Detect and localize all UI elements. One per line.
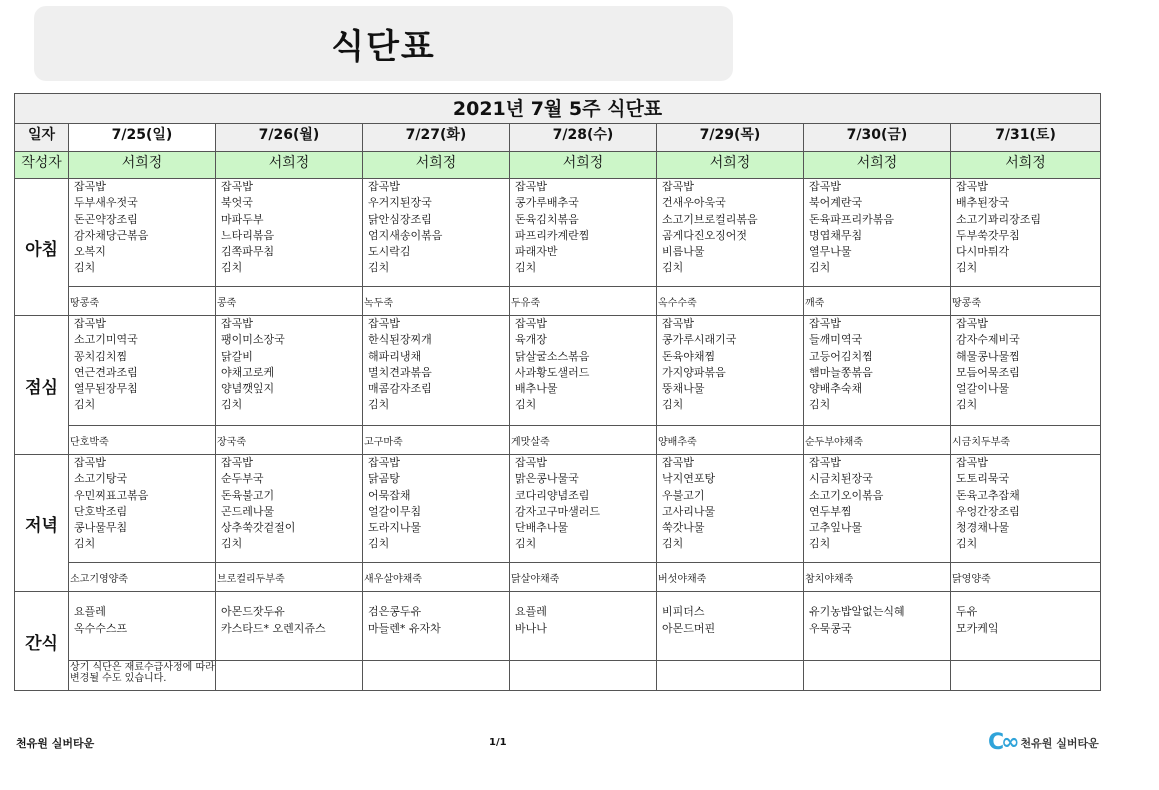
menu-item: 김치 — [809, 537, 831, 551]
menu-item: 돈육고추잡채 — [956, 488, 1020, 502]
menu-item: 김치 — [221, 537, 243, 551]
menu-item: 엄지새송이볶음 — [368, 228, 443, 242]
note-cell-0: 상기 식단은 재료수급사정에 따라 변경될 수도 있습니다. — [69, 661, 216, 691]
menu-item: 콩가루시래기국 — [662, 333, 737, 347]
menu-item: 도라지나물 — [368, 521, 422, 535]
menu-item: 돈육야채찜 — [662, 349, 716, 363]
menu-item: 배추나물 — [515, 382, 558, 396]
menu-item: 팽이미소장국 — [221, 333, 285, 347]
menu-item: 코다리양념조림 — [515, 488, 590, 502]
lunch-porridge-1: 장국죽 — [216, 426, 363, 455]
menu-item: 김치 — [368, 537, 390, 551]
dinner-porridge-1: 브로컬리두부죽 — [216, 563, 363, 592]
breakfast-cell-0 — [69, 179, 216, 287]
menu-item: 잡곡밥 — [809, 180, 841, 193]
snack-cell-1 — [216, 592, 363, 661]
dinner-label: 저녁 — [15, 455, 69, 592]
menu-item: 감자채당근볶음 — [74, 228, 149, 242]
menu-item: 소고기미역국 — [74, 333, 138, 347]
menu-item: 잡곡밥 — [809, 456, 841, 469]
menu-item: 뚱채나물 — [662, 382, 705, 396]
note-cell-1 — [216, 661, 363, 691]
menu-item: 파래자반 — [515, 245, 558, 259]
menu-item: 김치 — [368, 261, 390, 275]
menu-item: 소고기오이볶음 — [809, 488, 884, 502]
menu-item: 잡곡밥 — [368, 456, 400, 469]
menu-item: 우불고기 — [662, 488, 705, 502]
menu-item: 김치 — [662, 398, 684, 412]
menu-item: 양배추숙채 — [809, 382, 863, 396]
menu-item: 돈육파프리카볶음 — [809, 212, 895, 226]
menu-item: 시금치된장국 — [809, 472, 873, 486]
page-title-box — [34, 6, 733, 81]
lunch-porridge-6: 시금치두부죽 — [951, 426, 1101, 455]
dinner-cell-3 — [510, 455, 657, 563]
menu-item: 돈육불고기 — [221, 488, 275, 502]
snack-item: 모카케잌 — [956, 621, 999, 635]
menu-item: 야채고로케 — [221, 365, 275, 379]
menu-item: 소고기탕국 — [74, 472, 128, 486]
menu-item: 건새우아욱국 — [662, 196, 726, 210]
author-cell-4: 서희정 — [657, 152, 804, 179]
menu-item: 느타리볶음 — [221, 228, 275, 242]
menu-item: 잡곡밥 — [662, 317, 694, 330]
menu-item: 얼갈이나물 — [956, 382, 1010, 396]
breakfast-cell-1 — [216, 179, 363, 287]
snack-cell-6 — [951, 592, 1101, 661]
snack-item: 요플레 — [515, 605, 547, 618]
footer-org-name: 천유원 실버타운 — [16, 737, 95, 750]
menu-item: 열무된장무침 — [74, 382, 138, 396]
menu-item: 매콤감자조림 — [368, 382, 432, 396]
menu-item: 북어계란국 — [809, 196, 863, 210]
date-header-1: 7/26(월) — [216, 124, 363, 152]
menu-item: 육개장 — [515, 333, 547, 347]
snack-item: 카스타드* 오렌지쥬스 — [221, 621, 326, 635]
menu-item: 명엽채무침 — [809, 228, 863, 242]
breakfast-porridge-2: 녹두죽 — [363, 287, 510, 316]
breakfast-porridge-row — [15, 287, 1101, 316]
menu-item: 돈곤약장조림 — [74, 212, 138, 226]
menu-item: 김치 — [662, 261, 684, 275]
menu-item: 김치 — [956, 398, 978, 412]
menu-item: 닭곰탕 — [368, 472, 400, 486]
menu-item: 다시마튀각 — [956, 245, 1010, 259]
menu-item: 곤드레나물 — [221, 504, 275, 518]
date-header-3: 7/28(수) — [510, 124, 657, 152]
menu-item: 두부새우젓국 — [74, 196, 138, 210]
menu-item: 잡곡밥 — [368, 317, 400, 330]
snack-cell-3 — [510, 592, 657, 661]
breakfast-label: 아침 — [15, 179, 69, 316]
table-title: 2021년 7월 5주 식단표 — [15, 94, 1101, 124]
note-cell-4 — [657, 661, 804, 691]
menu-item: 김치 — [74, 398, 96, 412]
breakfast-cell-5 — [804, 179, 951, 287]
footer-page-number: 1/1 — [489, 737, 507, 748]
date-header-2: 7/27(화) — [363, 124, 510, 152]
menu-item: 소고기브로컬리볶음 — [662, 212, 758, 226]
menu-item: 김쪽파무침 — [221, 245, 275, 259]
snack-cell-5 — [804, 592, 951, 661]
author-label: 작성자 — [15, 152, 69, 179]
menu-item: 쑥갓나물 — [662, 521, 705, 535]
menu-item: 가지양파볶음 — [662, 365, 726, 379]
snack-item: 옥수수스프 — [74, 621, 128, 635]
lunch-cell-5 — [804, 316, 951, 426]
menu-item: 김치 — [74, 261, 96, 275]
lunch-porridge-0: 단호박죽 — [69, 426, 216, 455]
breakfast-cell-6 — [951, 179, 1101, 287]
menu-item: 잡곡밥 — [221, 317, 253, 330]
menu-item: 김치 — [221, 398, 243, 412]
menu-item: 꽁치김치찜 — [74, 349, 128, 363]
menu-item: 김치 — [221, 261, 243, 275]
snack-row — [15, 592, 1101, 661]
logo-mark-icon: C∞ — [988, 730, 1017, 755]
lunch-label: 점심 — [15, 316, 69, 455]
menu-item: 오복지 — [74, 245, 106, 259]
menu-item: 고사리나물 — [662, 504, 716, 518]
menu-item: 잡곡밥 — [956, 317, 988, 330]
menu-item: 어묵잡채 — [368, 488, 411, 502]
menu-item: 감자고구마샐러드 — [515, 504, 601, 518]
menu-item: 김치 — [662, 537, 684, 551]
date-row — [15, 124, 1101, 152]
lunch-cell-3 — [510, 316, 657, 426]
breakfast-cell-3 — [510, 179, 657, 287]
menu-item: 우엉간장조림 — [956, 504, 1020, 518]
snack-item: 바나나 — [515, 621, 547, 635]
menu-item: 김치 — [809, 398, 831, 412]
lunch-cell-1 — [216, 316, 363, 426]
dinner-porridge-2: 새우살야채죽 — [363, 563, 510, 592]
lunch-cell-4 — [657, 316, 804, 426]
author-cell-2: 서희정 — [363, 152, 510, 179]
lunch-cell-6 — [951, 316, 1101, 426]
menu-item: 잡곡밥 — [662, 180, 694, 193]
snack-cell-0 — [69, 592, 216, 661]
menu-item: 닭안심장조림 — [368, 212, 432, 226]
menu-item: 잡곡밥 — [368, 180, 400, 193]
snack-item: 마들렌* 유자차 — [368, 621, 441, 635]
menu-item: 잡곡밥 — [956, 180, 988, 193]
snack-item: 비피더스 — [662, 605, 705, 618]
note-cell-2 — [363, 661, 510, 691]
lunch-porridge-4: 양배추죽 — [657, 426, 804, 455]
menu-item: 모듬어묵조림 — [956, 365, 1020, 379]
menu-item: 김치 — [956, 261, 978, 275]
dinner-porridge-0: 소고기영양죽 — [69, 563, 216, 592]
date-header-5: 7/30(금) — [804, 124, 951, 152]
menu-item: 잡곡밥 — [662, 456, 694, 469]
menu-item: 잡곡밥 — [74, 317, 106, 330]
dinner-porridge-4: 버섯야채죽 — [657, 563, 804, 592]
table-title-row — [15, 94, 1101, 124]
dinner-cell-0 — [69, 455, 216, 563]
snack-cell-4 — [657, 592, 804, 661]
menu-item: 맑은콩나물국 — [515, 472, 579, 486]
lunch-porridge-3: 게맛살죽 — [510, 426, 657, 455]
menu-item: 잡곡밥 — [809, 317, 841, 330]
author-cell-0: 서희정 — [69, 152, 216, 179]
menu-item: 도시락김 — [368, 245, 411, 259]
menu-item: 김치 — [515, 261, 537, 275]
author-row — [15, 152, 1101, 179]
page-title: 식단표 — [331, 27, 436, 67]
menu-item: 곰게다진오징어젓 — [662, 228, 748, 242]
lunch-row — [15, 316, 1101, 426]
breakfast-cell-4 — [657, 179, 804, 287]
menu-item: 돈육김치볶음 — [515, 212, 579, 226]
snack-item: 유기농밥알없는식혜 — [809, 605, 905, 618]
menu-item: 잡곡밥 — [74, 456, 106, 469]
snack-cell-2 — [363, 592, 510, 661]
note-cell-3 — [510, 661, 657, 691]
breakfast-porridge-5: 깨죽 — [804, 287, 951, 316]
footer-logo — [988, 732, 1099, 754]
menu-item: 우민찌표고볶음 — [74, 488, 149, 502]
menu-table — [14, 93, 1101, 691]
menu-item: 단호박조림 — [74, 504, 128, 518]
menu-item: 김치 — [515, 537, 537, 551]
menu-item: 닭갈비 — [221, 349, 253, 363]
snack-item: 요플레 — [74, 605, 106, 618]
breakfast-porridge-6: 땅콩죽 — [951, 287, 1101, 316]
menu-item: 멸치견과볶음 — [368, 365, 432, 379]
dinner-porridge-6: 닭영양죽 — [951, 563, 1101, 592]
menu-item: 상추쑥갓겉절이 — [221, 521, 296, 535]
snack-item: 아몬드머핀 — [662, 621, 716, 635]
menu-item: 얼갈이무침 — [368, 504, 422, 518]
lunch-porridge-5: 순두부야채죽 — [804, 426, 951, 455]
menu-item: 낙지연포탕 — [662, 472, 716, 486]
snack-item: 우묵콩국 — [809, 621, 852, 635]
menu-item: 해파리냉채 — [368, 349, 422, 363]
menu-item: 김치 — [956, 537, 978, 551]
dinner-row — [15, 455, 1101, 563]
menu-item: 잡곡밥 — [221, 456, 253, 469]
dinner-cell-4 — [657, 455, 804, 563]
menu-item: 두부쑥갓무침 — [956, 228, 1020, 242]
menu-item: 비름나물 — [662, 245, 705, 259]
menu-item: 닭살굴소스볶음 — [515, 349, 590, 363]
breakfast-porridge-1: 콩죽 — [216, 287, 363, 316]
menu-item: 단배추나물 — [515, 521, 569, 535]
author-cell-3: 서희정 — [510, 152, 657, 179]
lunch-cell-0 — [69, 316, 216, 426]
menu-item: 고등어김치찜 — [809, 349, 873, 363]
menu-item: 해물콩나물찜 — [956, 349, 1020, 363]
snack-item: 두유 — [956, 605, 978, 618]
lunch-cell-2 — [363, 316, 510, 426]
snack-label: 간식 — [15, 592, 69, 691]
breakfast-porridge-4: 옥수수죽 — [657, 287, 804, 316]
snack-item: 검은콩두유 — [368, 605, 422, 618]
date-header-4: 7/29(목) — [657, 124, 804, 152]
menu-item: 김치 — [74, 537, 96, 551]
menu-item: 잡곡밥 — [515, 317, 547, 330]
menu-item: 순두부국 — [221, 472, 264, 486]
menu-item: 우거지된장국 — [368, 196, 432, 210]
menu-item: 콩가루배추국 — [515, 196, 579, 210]
menu-item: 잡곡밥 — [515, 180, 547, 193]
menu-item: 콩나물무침 — [74, 521, 128, 535]
menu-item: 잡곡밥 — [221, 180, 253, 193]
menu-item: 들깨미역국 — [809, 333, 863, 347]
breakfast-row — [15, 179, 1101, 287]
breakfast-cell-2 — [363, 179, 510, 287]
dinner-porridge-5: 참치야채죽 — [804, 563, 951, 592]
snack-item: 아몬드잣두유 — [221, 605, 285, 618]
author-cell-6: 서희정 — [951, 152, 1101, 179]
menu-item: 사과황도샐러드 — [515, 365, 590, 379]
menu-item: 열무나물 — [809, 245, 852, 259]
dinner-porridge-3: 닭살야채죽 — [510, 563, 657, 592]
menu-item: 잡곡밥 — [515, 456, 547, 469]
menu-item: 감자수제비국 — [956, 333, 1020, 347]
note-cell-6 — [951, 661, 1101, 691]
menu-item: 청경채나물 — [956, 521, 1010, 535]
menu-item: 연근견과조림 — [74, 365, 138, 379]
dinner-porridge-row — [15, 563, 1101, 592]
menu-item: 햄마늘쫑볶음 — [809, 365, 873, 379]
dinner-cell-5 — [804, 455, 951, 563]
menu-item: 배추된장국 — [956, 196, 1010, 210]
menu-item: 도토리묵국 — [956, 472, 1010, 486]
logo-text: 천유원 실버타운 — [1020, 737, 1099, 750]
breakfast-porridge-0: 땅콩죽 — [69, 287, 216, 316]
menu-item: 김치 — [515, 398, 537, 412]
breakfast-porridge-3: 두유죽 — [510, 287, 657, 316]
author-cell-1: 서희정 — [216, 152, 363, 179]
menu-item: 파프리카계란찜 — [515, 228, 590, 242]
date-header-0: 7/25(일) — [69, 124, 216, 152]
menu-item: 고추잎나물 — [809, 521, 863, 535]
lunch-porridge-2: 고구마죽 — [363, 426, 510, 455]
menu-item: 양념깻잎지 — [221, 382, 275, 396]
dinner-cell-1 — [216, 455, 363, 563]
menu-item: 북엇국 — [221, 196, 253, 210]
menu-item: 소고기꽈리장조림 — [956, 212, 1042, 226]
dinner-cell-2 — [363, 455, 510, 563]
dinner-cell-6 — [951, 455, 1101, 563]
menu-item: 연두부찜 — [809, 504, 852, 518]
menu-item: 잡곡밥 — [956, 456, 988, 469]
author-cell-5: 서희정 — [804, 152, 951, 179]
note-row — [15, 661, 1101, 691]
date-label: 일자 — [15, 124, 69, 152]
note-cell-5 — [804, 661, 951, 691]
menu-item: 한식된장찌개 — [368, 333, 432, 347]
menu-item: 마파두부 — [221, 212, 264, 226]
menu-item: 김치 — [809, 261, 831, 275]
menu-item: 잡곡밥 — [74, 180, 106, 193]
lunch-porridge-row — [15, 426, 1101, 455]
date-header-6: 7/31(토) — [951, 124, 1101, 152]
menu-item: 김치 — [368, 398, 390, 412]
